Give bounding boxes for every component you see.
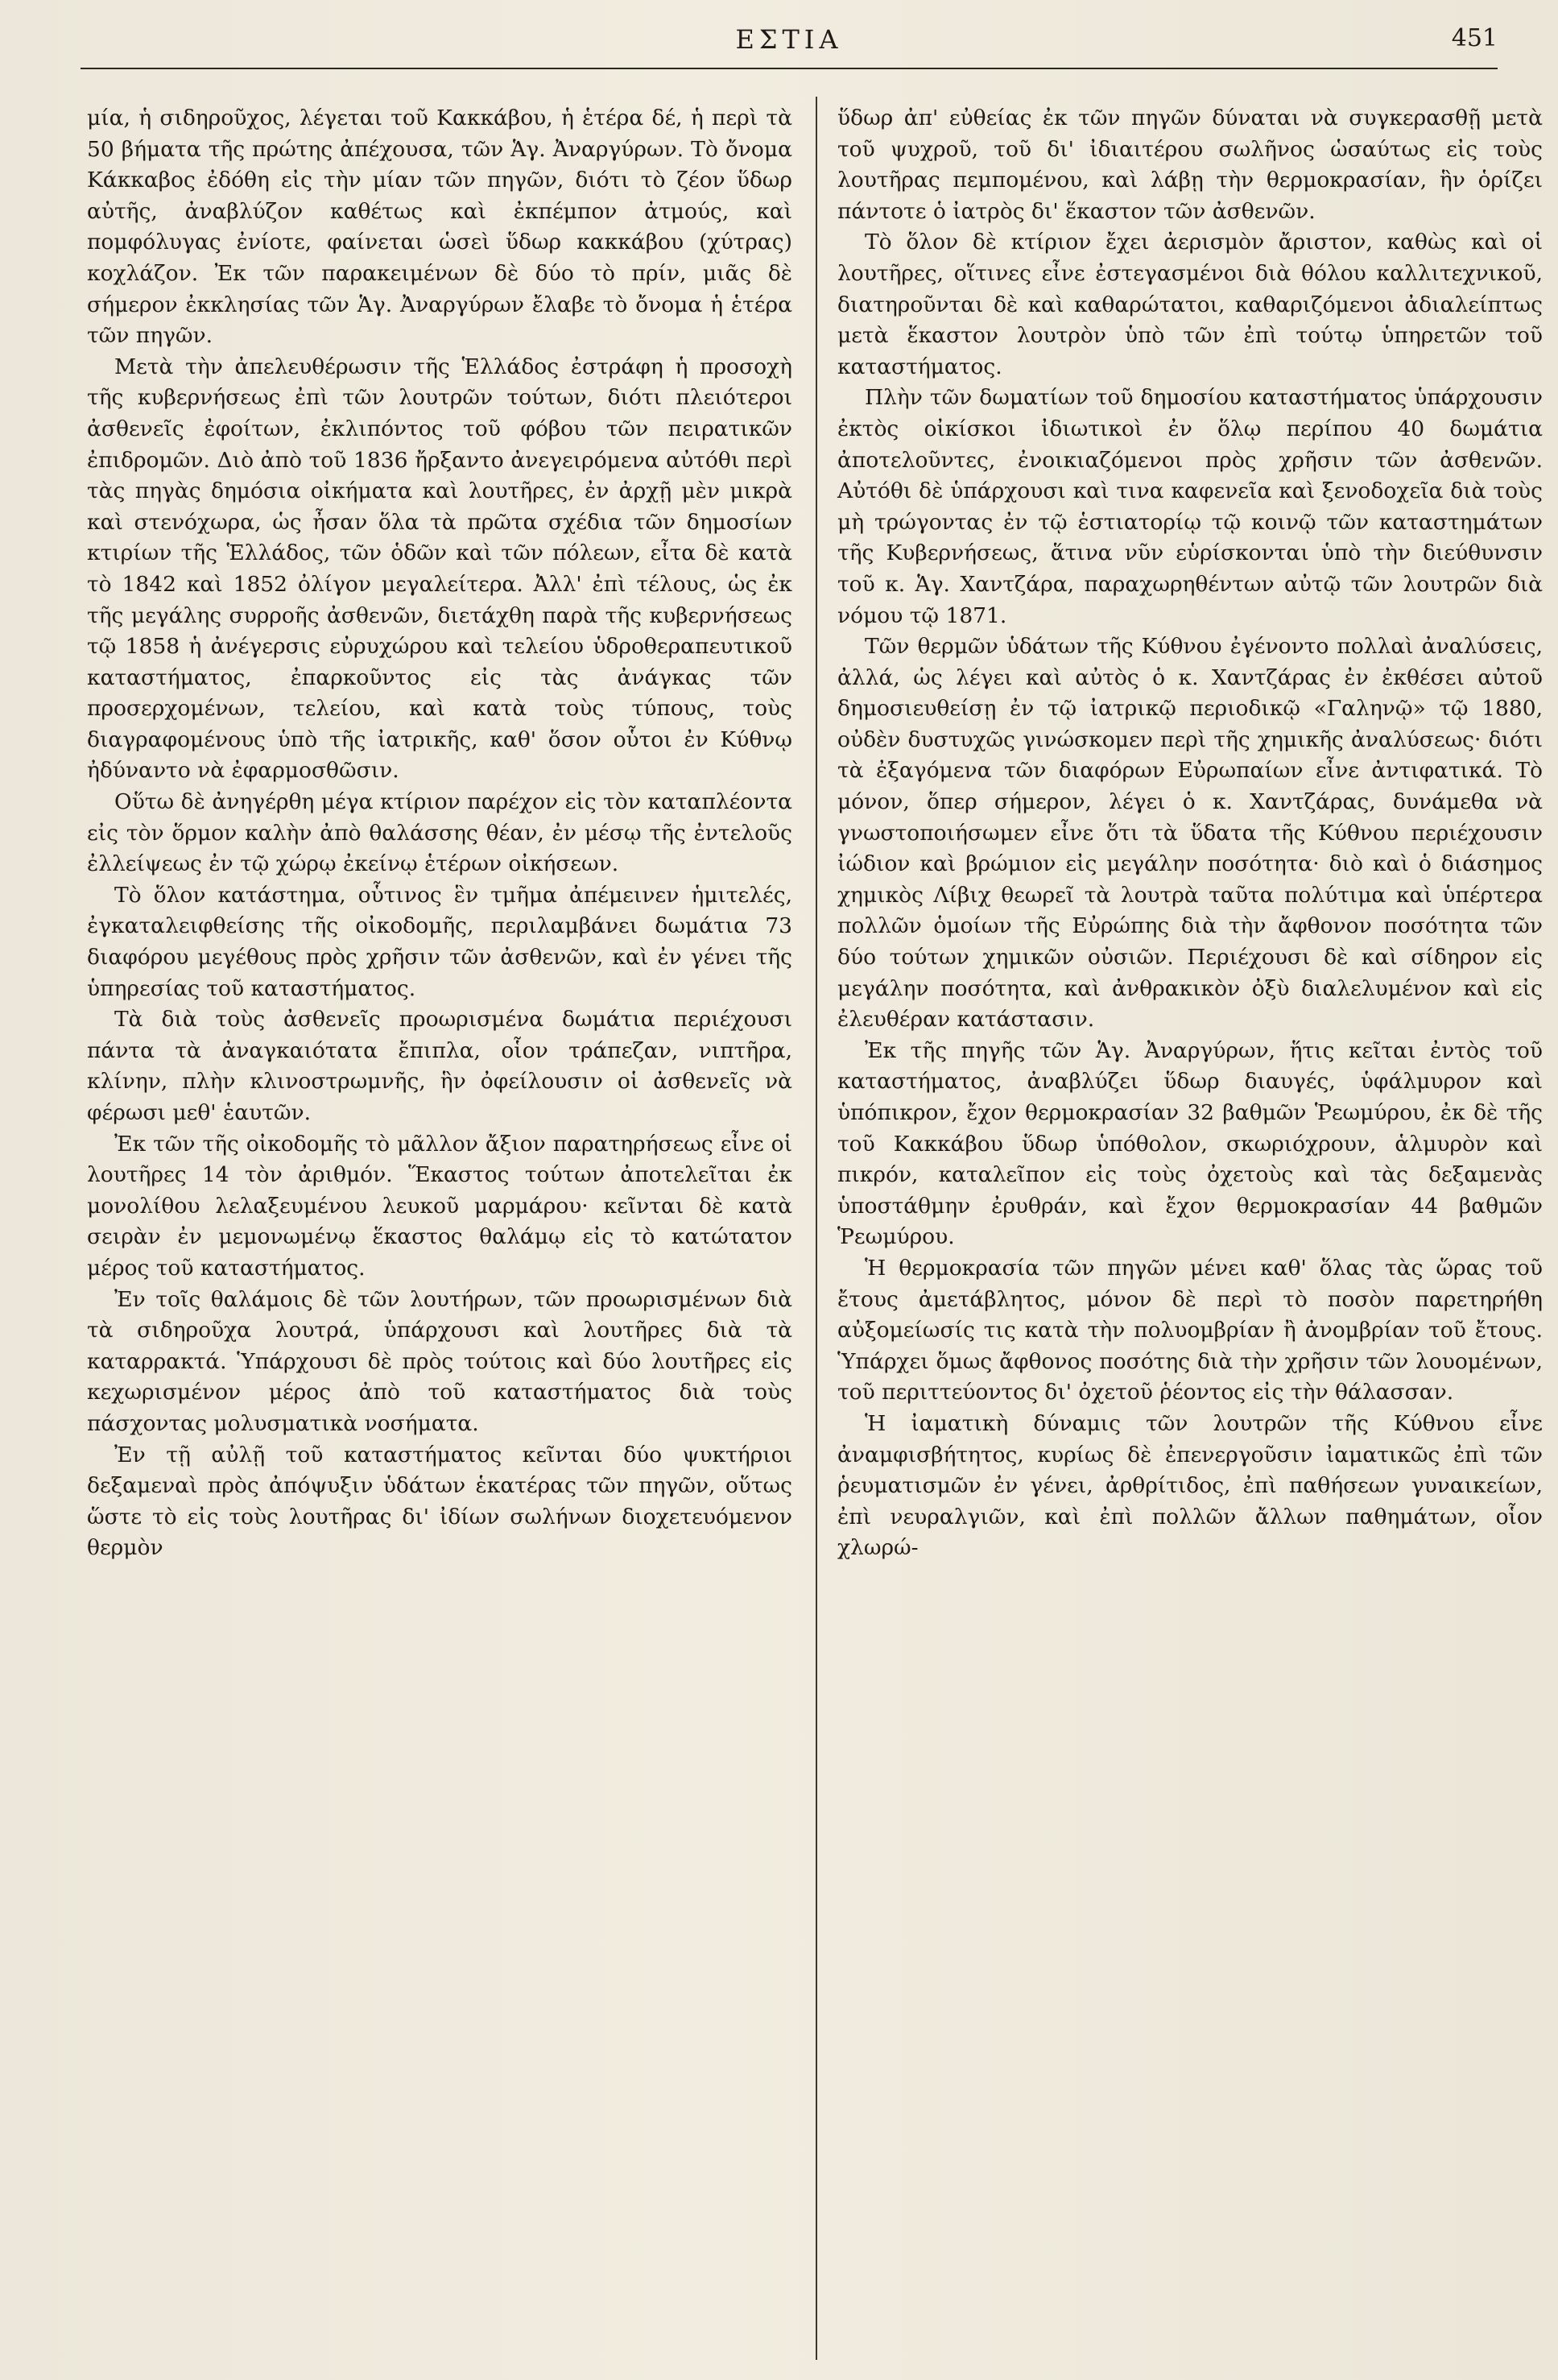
paragraph: Τὸ ὅλον κατάστημα, οὗτινος ἓν τμῆμα ἀπέμεινεν ἡμιτελές, ἐγκαταλειφθείσης τῆς οἰκοδομῆς, περιλαμβάνει δωμάτια 73 διαφόρου μεγέθους πρὸς χρῆσιν τῶν ἀσθενῶν, καὶ ἐν γένει τῆς ὑπηρεσίας τοῦ καταστήματος. [87, 882, 792, 1001]
paragraph: ὕδωρ ἀπ' εὐθείας ἐκ τῶν πηγῶν δύναται νὰ συγκερασθῇ μετὰ τοῦ ψυχροῦ, τοῦ δι' ἰδιαιτέρου σωλῆνος ὡσαύτως εἰς τοὺς λουτῆρας πεμπομένου, καὶ λάβῃ τὴν θερμοκρασίαν, ἣν ὁρίζει πάντοτε ὁ ἰατρὸς δι' ἕκαστον τῶν ἀσθενῶν. [837, 106, 1543, 224]
paragraph: Ἐν τῇ αὐλῇ τοῦ καταστήματος κεῖνται δύο ψυκτήριοι δεξαμεναὶ πρὸς ἀπόψυξιν ὑδάτων ἑκατέρας τῶν πηγῶν, οὕτως ὥστε τὸ εἰς τοὺς λουτῆρας δι' ἰδίων σωλήνων διοχετευόμενον θερμὸν [87, 1442, 792, 1561]
page-number: 451 [1451, 24, 1498, 52]
paragraph: Ἐν τοῖς θαλάμοις δὲ τῶν λουτήρων, τῶν προωρισμένων διὰ τὰ σιδηροῦχα λουτρά, ὑπάρχουσι καὶ λουτῆρες διὰ τὰ καταρρακτά. Ὑπάρχουσι δὲ πρὸς τούτοις καὶ δύο λουτῆρες εἰς κεχωρισμένον μέρος ἀπὸ τοῦ καταστήματος διὰ τοὺς πάσχοντας μολυσματικὰ νοσήματα. [87, 1286, 792, 1436]
header-rule [81, 68, 1498, 69]
paragraph: Οὕτω δὲ ἀνηγέρθη μέγα κτίριον παρέχον εἰς τὸν καταπλέοντα εἰς τὸν ὅρμον καλὴν ἀπὸ θαλάσσης θέαν, ἐν μέσῳ τῆς ἐντελοῦς ἐλλείψεως ἐν τῷ χώρῳ ἐκείνῳ ἑτέρων οἰκήσεων. [87, 789, 792, 877]
paragraph: Ἐκ τῶν τῆς οἰκοδομῆς τὸ μᾶλλον ἄξιον παρατηρήσεως εἶνε οἱ λουτῆρες 14 τὸν ἀριθμόν. Ἕκαστος τούτων ἀποτελεῖται ἐκ μονολίθου λελαξευμένου λευκοῦ μαρμάρου· κεῖνται δὲ κατὰ σειρὰν ἐν μεμονωμένῳ ἕκαστος θαλάμῳ εἰς τὸ κατώτατον μέρος τοῦ καταστήματος. [87, 1131, 792, 1281]
paragraph: μία, ἡ σιδηροῦχος, λέγεται τοῦ Κακκάβου, ἡ ἑτέρα δέ, ἡ περὶ τὰ 50 βήματα τῆς πρώτης ἀπέχουσα, τῶν Ἁγ. Ἀναργύρων. Τὸ ὄνομα Κάκκαβος ἐδόθη εἰς τὴν μίαν τῶν πηγῶν, διότι τὸ ζέον ὕδωρ αὐτῆς, ἀναβλύζον καθέτως καὶ ἐκπέμπον ἀτμούς, καὶ πομφόλυγας ἐνίοτε, φαίνεται ὡσεὶ ὕδωρ κακκάβου (χύτρας) κοχλάζον. Ἐκ τῶν παρακειμένων δὲ δύο τὸ πρίν, μιᾶς δὲ σήμερον ἐκκλησίας τῶν Ἁγ. Ἀναργύρων ἔλαβε τὸ ὄνομα ἡ ἑτέρα τῶν πηγῶν. [87, 106, 792, 349]
left-column [87, 103, 792, 1564]
paragraph: Ἡ ἰαματικὴ δύναμις τῶν λουτρῶν τῆς Κύθνου εἶνε ἀναμφισβήτητος, κυρίως δὲ ἐπενεργοῦσιν ἰαματικῶς ἐπὶ τῶν ῥευματισμῶν ἐν γένει, ἀρθρίτιδος, ἐπὶ παθήσεων γυναικείων, ἐπὶ νευραλγιῶν, καὶ ἐπὶ πολλῶν ἄλλων παθημάτων, οἷον χλωρώ- [837, 1410, 1543, 1561]
paragraph: Πλὴν τῶν δωματίων τοῦ δημοσίου καταστήματος ὑπάρχουσιν ἐκτὸς οἰκίσκοι ἰδιωτικοὶ ἐν ὅλῳ περίπου 40 δωμάτια ἀποτελοῦντες, ἐνοικιαζόμενοι πρὸς χρῆσιν τῶν ἀσθενῶν. Αὐτόθι δὲ ὑπάρχουσι καὶ τινα καφενεῖα καὶ ξενοδοχεῖα διὰ τοὺς μὴ τρώγοντας ἐν τῷ ἑστιατορίῳ τῷ κοινῷ τῶν καταστημάτων τῆς Κυβερνήσεως, ἅτινα νῦν εὑρίσκονται ὑπὸ τὴν διεύθυνσιν τοῦ κ. Ἁγ. Χαντζάρα, παραχωρηθέντων αὐτῷ τῶν λουτρῶν διὰ νόμου τῷ 1871. [837, 385, 1543, 628]
right-column [837, 103, 1543, 1564]
paragraph: Τὰ διὰ τοὺς ἀσθενεῖς προωρισμένα δωμάτια περιέχουσι πάντα τὰ ἀναγκαιότατα ἔπιπλα, οἷον τράπεζαν, νιπτῆρα, κλίνην, πλὴν κλινοστρωμνῆς, ἣν ὀφείλουσιν οἱ ἀσθενεῖς νὰ φέρωσι μεθ' ἑαυτῶν. [87, 1007, 792, 1125]
page-header [81, 24, 1498, 64]
paragraph: Ἡ θερμοκρασία τῶν πηγῶν μένει καθ' ὅλας τὰς ὥρας τοῦ ἔτους ἀμετάβλητος, μόνον δὲ περὶ τὸ ποσὸν παρετηρήθη αὐξομείωσίς τις κατὰ τὴν πολυομβρίαν ἢ ἀνομβρίαν τοῦ ἔτους. Ὑπάρχει ὅμως ἄφθονος ποσότης διὰ τὴν χρῆσιν τῶν λουομένων, τοῦ περιττεύοντος δι' ὀχετοῦ ῥέοντος εἰς τὴν θάλασσαν. [837, 1255, 1543, 1405]
masthead-title: ΕΣΤΙΑ [735, 24, 843, 55]
column-divider [816, 97, 817, 2360]
paragraph: Τῶν θερμῶν ὑδάτων τῆς Κύθνου ἐγένοντο πολλαὶ ἀναλύσεις, ἀλλά, ὡς λέγει καὶ αὐτὸς ὁ κ. Χαντζάρας ἐν ἐκθέσει αὐτοῦ δημοσιευθείσῃ ἐν τῷ ἰατρικῷ περιοδικῷ «Γαληνῷ» τῷ 1880, οὐδὲν δυστυχῶς γινώσκομεν περὶ τῆς χημικῆς ἀναλύσεως· διότι τὰ ἐξαγόμενα τῶν διαφόρων Εὐρωπαίων εἶνε ἀντιφατικά. Τὸ μόνον, ὅπερ σήμερον, λέγει ὁ κ. Χαντζάρας, δυνάμεθα νὰ γνωστοποιήσωμεν εἶνε ὅτι τὰ ὕδατα τῆς Κύθνου περιέχουσιν ἰώδιον καὶ βρώμιον εἰς μεγάλην ποσότητα· διὸ καὶ ὁ διάσημος χημικὸς Λίβιχ θεωρεῖ τὰ λουτρὰ ταῦτα πολύτιμα καὶ ὑπέρτερα πολλῶν ὁμοίων τῆς Εὐρώπης διὰ τὴν ἄφθονον ποσότητα τῶν δύο τούτων χημικῶν οὐσιῶν. Περιέχουσι δὲ καὶ σίδηρον εἰς μεγάλην ποσότητα, καὶ ἀνθρακικὸν ὀξὺ διαλελυμένον καὶ εἰς ἐλευθέραν κατάστασιν. [837, 634, 1543, 1033]
paragraph: Ἐκ τῆς πηγῆς τῶν Ἁγ. Ἀναργύρων, ἥτις κεῖται ἐντὸς τοῦ καταστήματος, ἀναβλύζει ὕδωρ διαυγές, ὑφάλμυρον καὶ ὑπόπικρον, ἔχον θερμοκρασίαν 32 βαθμῶν Ῥεωμύρου, ἐκ δὲ τῆς τοῦ Κακκάβου ὕδωρ ὑπόθολον, σκωριόχρουν, ἁλμυρὸν καὶ πικρόν, καταλεῖπον εἰς τοὺς ὀχετοὺς καὶ τὰς δεξαμενὰς ὑποστάθμην ἐρυθράν, καὶ ἔχον θερμοκρασίαν 44 βαθμῶν Ῥεωμύρου. [837, 1037, 1543, 1250]
paragraph: Μετὰ τὴν ἀπελευθέρωσιν τῆς Ἑλλάδος ἐστράφη ἡ προσοχὴ τῆς κυβερνήσεως ἐπὶ τῶν λουτρῶν τούτων, διότι πλειότεροι ἀσθενεῖς ἐφοίτων, ἐκλιπόντος τοῦ φόβου τῶν πειρατικῶν ἐπιδρομῶν. Διὸ ἀπὸ τοῦ 1836 ἤρξαντο ἀνεγειρόμενα αὐτόθι περὶ τὰς πηγὰς δημόσια οἰκήματα καὶ λουτῆρες, ἐν ἀρχῇ μὲν μικρὰ καὶ στενόχωρα, ὡς ἦσαν ὅλα τὰ πρῶτα σχέδια τῶν δημοσίων κτιρίων τῆς Ἑλλάδος, τῶν ὁδῶν καὶ τῶν πόλεων, εἶτα δὲ κατὰ τὸ 1842 καὶ 1852 ὀλίγον μεγαλείτερα. Ἀλλ' ἐπὶ τέλους, ὡς ἐκ τῆς μεγάλης συρροῆς ἀσθενῶν, διετάχθη παρὰ τῆς κυβερνήσεως τῷ 1858 ἡ ἀνέγερσις εὐρυχώρου καὶ τελείου ὑδροθεραπευτικοῦ καταστήματος, ἐπαρκοῦντος εἰς τὰς ἀνάγκας τῶν προσερχομένων, τελείου, καὶ κατὰ τοὺς τύπους, τοὺς διαγραφομένους ὑπὸ τῆς ἰατρικῆς, καθ' ὅσον οὗτοι ἐν Κύθνῳ ἠδύναντο νὰ ἐφαρμοσθῶσιν. [87, 354, 792, 784]
paragraph: Τὸ ὅλον δὲ κτίριον ἔχει ἀερισμὸν ἄριστον, καθὼς καὶ οἱ λουτῆρες, οἵτινες εἶνε ἐστεγασμένοι διὰ θόλου καλλιτεχνικοῦ, διατηροῦνται δὲ καὶ καθαρώτατοι, καθαριζόμενοι ἀδιαλείπτως μετὰ ἕκαστον λουτρὸν ὑπὸ τῶν ἐπὶ τούτῳ ὑπηρετῶν τοῦ καταστήματος. [837, 230, 1543, 379]
